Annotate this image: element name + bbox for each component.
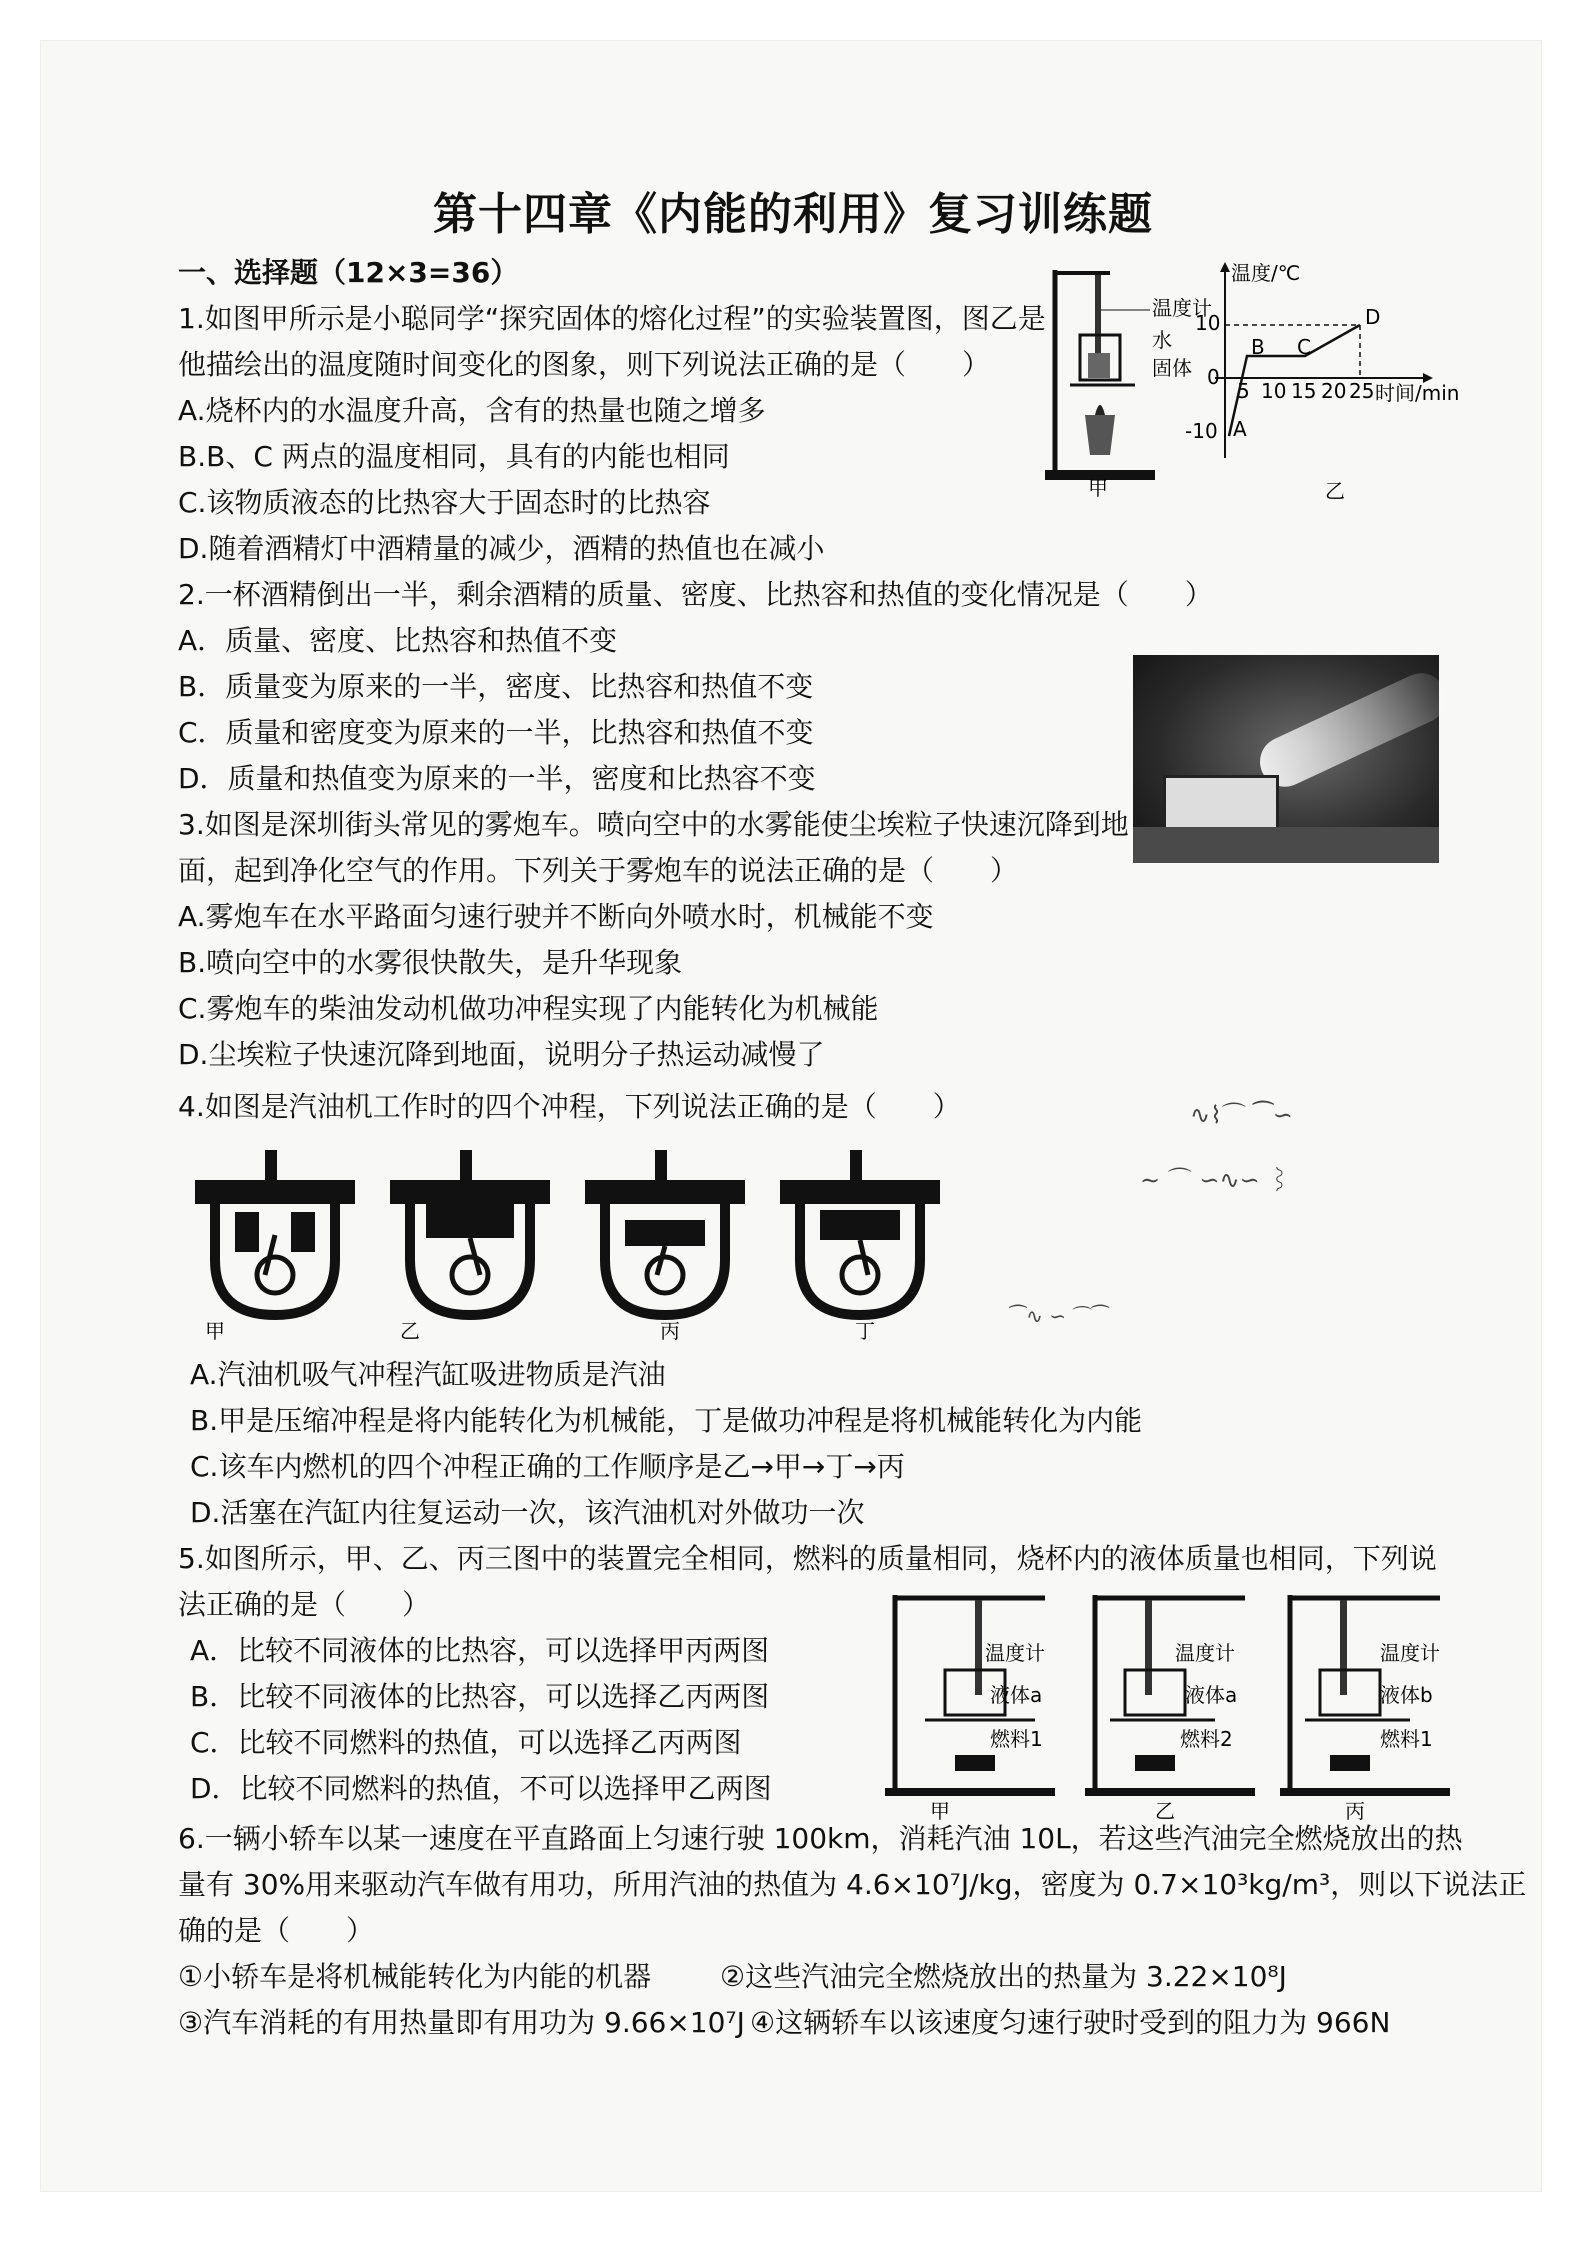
- truck-shape: [1163, 775, 1279, 831]
- fuel-label-bing: 燃料1: [1380, 1727, 1433, 1751]
- q2-stem: 2.一杯酒精倒出一半，剩余酒精的质量、密度、比热容和热值的变化情况是（ ）: [178, 578, 1213, 611]
- q6-statement-2: ②这些汽油完全燃烧放出的热量为 3.22×10⁸J: [720, 1960, 1287, 1993]
- q5-stem-1: 5.如图所示，甲、乙、丙三图中的装置完全相同，燃料的质量相同，烧杯内的液体质量也相同，下列说: [178, 1542, 1437, 1575]
- liquid-label-yi: 液体a: [1185, 1683, 1238, 1707]
- x-tick-25: 25: [1349, 379, 1375, 403]
- fuel-label-yi: 燃料2: [1180, 1727, 1233, 1751]
- figure-caption-jia: 甲: [1088, 476, 1108, 500]
- liquid-label-bing: 液体b: [1380, 1683, 1433, 1707]
- q5-option-b: B．比较不同液体的比热容，可以选择乙丙两图: [190, 1680, 770, 1713]
- q5-option-d: D．比较不同燃料的热值，不可以选择甲乙两图: [190, 1772, 772, 1805]
- x-tick-15: 15: [1291, 379, 1317, 403]
- water-label: 水: [1152, 328, 1172, 352]
- point-a-label: A: [1233, 417, 1247, 441]
- q2-option-d: D．质量和热值变为原来的一半，密度和比热容不变: [178, 762, 816, 795]
- q5-option-c: C．比较不同燃料的热值，可以选择乙丙两图: [190, 1726, 742, 1759]
- q3-stem-2: 面，起到净化空气的作用。下列关于雾炮车的说法正确的是（ ）: [178, 854, 1019, 887]
- figure-caption-bing: 丙: [1345, 1799, 1365, 1823]
- page-title: 第十四章《内能的利用》复习训练题: [433, 189, 1153, 240]
- engine-caption-jia: 甲: [205, 1319, 225, 1343]
- q6-statement-4: ④这辆轿车以该速度匀速行驶时受到的阻力为 966N: [750, 2006, 1391, 2039]
- q1-stem-2: 他描绘出的温度随时间变化的图象，则下列说法正确的是（ ）: [178, 348, 991, 381]
- q5-stem-2: 法正确的是（ ）: [178, 1588, 431, 1621]
- x-tick-5: 5: [1237, 379, 1250, 403]
- q1-stem-1: 1.如图甲所示是小聪同学“探究固体的熔化过程”的实验装置图，图乙是: [178, 302, 1046, 335]
- q1-option-a: A.烧杯内的水温度升高，含有的热量也随之增多: [178, 394, 766, 427]
- y-axis-label: 温度/℃: [1231, 261, 1301, 285]
- q2-option-a: A．质量、密度、比热容和热值不变: [178, 624, 618, 657]
- fuel-label-jia: 燃料1: [990, 1727, 1043, 1751]
- q4-engine-figures: [195, 1140, 955, 1343]
- q4-option-c: C.该车内燃机的四个冲程正确的工作顺序是乙→甲→丁→丙: [190, 1450, 905, 1483]
- q3-option-a: A.雾炮车在水平路面匀速行驶并不断向外喷水时，机械能不变: [178, 900, 934, 933]
- x-tick-10: 10: [1261, 379, 1287, 403]
- q6-stem-1: 6.一辆小轿车以某一速度在平直路面上匀速行驶 100km，消耗汽油 10L，若这些汽油完全燃烧放出的热: [178, 1822, 1463, 1855]
- thermometer-label: 温度计: [1152, 296, 1212, 320]
- q6-stem-3: 确的是（ ）: [178, 1914, 375, 1947]
- fog-cannon-truck-photo: [1133, 655, 1439, 863]
- q4-stem: 4.如图是汽油机工作时的四个冲程，下列说法正确的是（ ）: [178, 1090, 961, 1123]
- handwriting-mark: ⁀∿ ∽ ⌒⁀: [1010, 1304, 1109, 1328]
- point-b-label: B: [1251, 335, 1265, 359]
- thermometer-label-jia: 温度计: [985, 1641, 1045, 1665]
- liquid-label-jia: 液体a: [990, 1683, 1043, 1707]
- q2-option-c: C．质量和密度变为原来的一半，比热容和热值不变: [178, 716, 814, 749]
- figure-caption-yi: 乙: [1325, 479, 1345, 503]
- q4-option-b: B.甲是压缩冲程是将内能转化为机械能，丁是做功冲程是将机械能转化为内能: [190, 1404, 1143, 1437]
- q5-option-a: A．比较不同液体的比热容，可以选择甲丙两图: [190, 1634, 770, 1667]
- y-tick-0: 0: [1207, 365, 1220, 389]
- point-d-label: D: [1365, 305, 1381, 329]
- x-tick-20: 20: [1321, 379, 1347, 403]
- x-axis-label: 时间/min: [1375, 381, 1460, 405]
- q6-statement-1: ①小轿车是将机械能转化为内能的机器: [178, 1960, 652, 1993]
- q1-option-c: C.该物质液态的比热容大于固态时的比热容: [178, 486, 711, 519]
- q3-option-c: C.雾炮车的柴油发动机做功冲程实现了内能转化为机械能: [178, 992, 879, 1025]
- figure-caption-jia: 甲: [930, 1799, 950, 1823]
- q1-figure-yi: [1185, 258, 1460, 508]
- point-c-label: C: [1297, 335, 1311, 359]
- q1-option-b: B.B、C 两点的温度相同，具有的内能也相同: [178, 440, 730, 473]
- thermometer-label-yi: 温度计: [1175, 1641, 1235, 1665]
- water-spray: [1252, 665, 1454, 795]
- section-heading: 一、选择题（12×3=36）: [178, 256, 519, 289]
- engine-caption-yi: 乙: [400, 1319, 420, 1343]
- engine-caption-ding: 丁: [855, 1319, 875, 1343]
- engine-caption-bing: 丙: [660, 1319, 680, 1343]
- q3-stem-1: 3.如图是深圳街头常见的雾炮车。喷向空中的水雾能使尘埃粒子快速沉降到地: [178, 808, 1129, 841]
- q1-option-d: D.随着酒精灯中酒精量的减少，酒精的热值也在减小: [178, 532, 825, 565]
- y-tick-10: 10: [1195, 311, 1221, 335]
- solid-label: 固体: [1152, 356, 1192, 380]
- thermometer-label-bing: 温度计: [1380, 1641, 1440, 1665]
- handwriting-mark: ∼ ⌒ ∽∿∽ ⌇: [1140, 1166, 1292, 1194]
- q6-statement-3: ③汽车消耗的有用热量即有用功为 9.66×10⁷J: [178, 2006, 745, 2039]
- q4-option-d: D.活塞在汽缸内往复运动一次，该汽油机对外做功一次: [190, 1496, 865, 1529]
- road-shape: [1133, 827, 1439, 863]
- figure-caption-yi: 乙: [1155, 1799, 1175, 1823]
- q3-option-d: D.尘埃粒子快速沉降到地面，说明分子热运动减慢了: [178, 1038, 825, 1071]
- q3-option-b: B.喷向空中的水雾很快散失，是升华现象: [178, 946, 683, 979]
- q5-apparatus-figures: [885, 1590, 1475, 1823]
- y-tick-minus10: -10: [1185, 419, 1218, 443]
- handwriting-mark: ∿⌇⌒ ⁀∽: [1190, 1101, 1293, 1129]
- q4-option-a: A.汽油机吸气冲程汽缸吸进物质是汽油: [190, 1358, 666, 1391]
- q2-option-b: B．质量变为原来的一半，密度、比热容和热值不变: [178, 670, 814, 703]
- q6-stem-2: 量有 30%用来驱动汽车做有用功，所用汽油的热值为 4.6×10⁷J/kg，密度为 0.7×10³kg/m³，则以下说法正: [178, 1868, 1527, 1901]
